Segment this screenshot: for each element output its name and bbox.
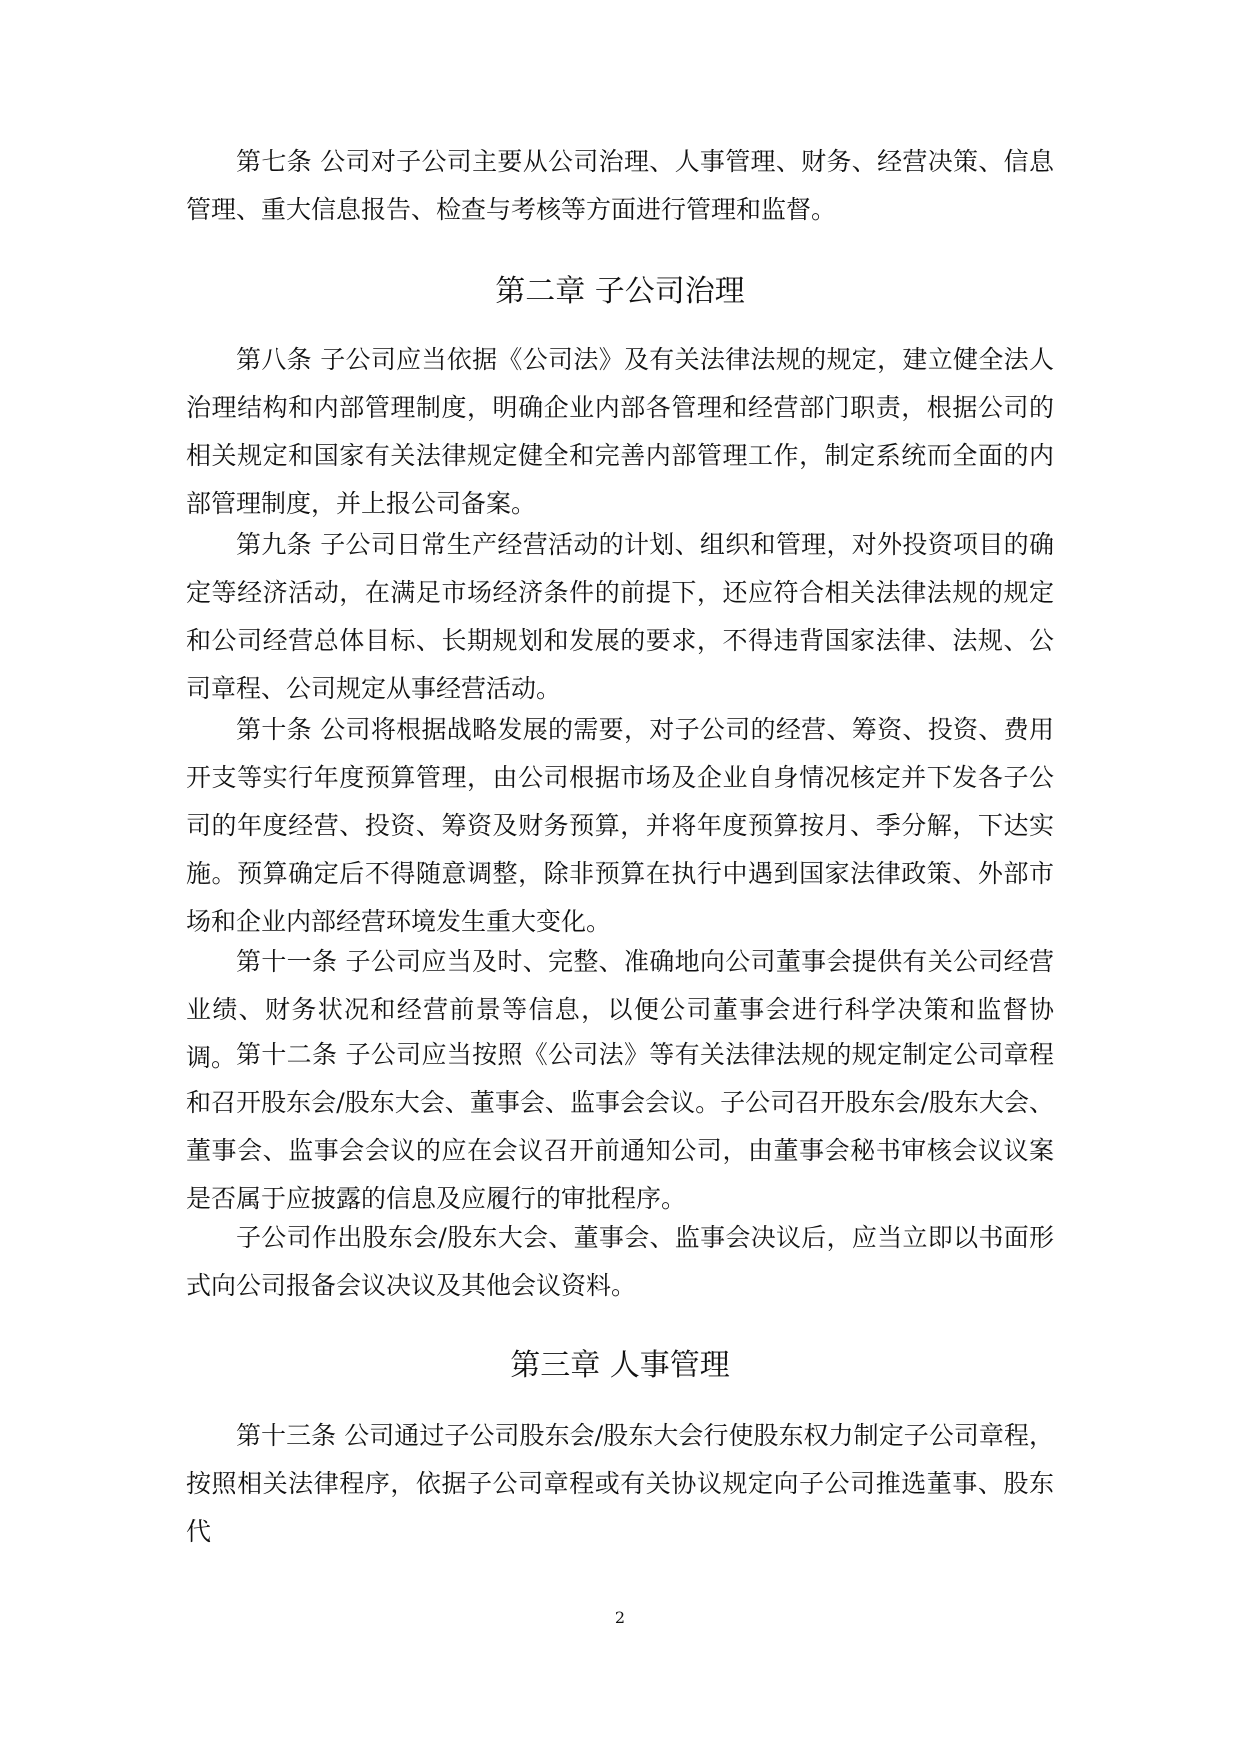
- article-9-paragraph: 第九条 子公司日常生产经营活动的计划、组织和管理，对外投资项目的确定等经济活动，在满足市场经济条件的前提下，还应符合相关法律法规的规定和公司经营总体目标、长期规划和发展的要求，不得违背国家法律、法规、公司章程、公司规定从事经营活动。: [186, 530, 1054, 703]
- article-12-paragraph: 第十二条 子公司应当按照《公司法》等有关法律法规的规定制定公司章程和召开股东会/股东大会、董事会、监事会会议。子公司召开股东会/股东大会、董事会、监事会会议的应在会议召开前通知公司，由董事会秘书审核会议议案是否属于应披露的信息及应履行的审批程序。: [186, 1040, 1054, 1213]
- chapter-3-heading: 第三章 人事管理: [510, 1348, 730, 1383]
- article-8-paragraph: 第八条 子公司应当依据《公司法》及有关法律法规的规定，建立健全法人治理结构和内部管理制度，明确企业内部各管理和经营部门职责，根据公司的相关规定和国家有关法律规定健全和完善内部管理工作，制定系统而全面的内部管理制度，并上报公司备案。: [186, 345, 1054, 518]
- chapter-2-heading: 第二章 子公司治理: [495, 274, 745, 309]
- board-resolution-paragraph: 子公司作出股东会/股东大会、董事会、监事会决议后，应当立即以书面形式向公司报备会议决议及其他会议资料。: [186, 1223, 1054, 1300]
- article-10-paragraph: 第十条 公司将根据战略发展的需要，对子公司的经营、筹资、投资、费用开支等实行年度预算管理，由公司根据市场及企业自身情况核定并下发各子公司的年度经营、投资、筹资及财务预算，并将年度预算按月、季分解，下达实施。预算确定后不得随意调整，除非预算在执行中遇到国家法律政策、外部市场和企业内部经营环境发生重大变化。: [186, 715, 1054, 936]
- article-11-paragraph: 第十一条 子公司应当及时、完整、准确地向公司董事会提供有关公司经营业绩、财务状况和经营前景等信息，以便公司董事会进行科学决策和监督协调。: [186, 947, 1054, 1072]
- article-7-paragraph: 第七条 公司对子公司主要从公司治理、人事管理、财务、经营决策、信息管理、重大信息报告、检查与考核等方面进行管理和监督。: [186, 147, 1054, 224]
- page-number: 2: [614, 1608, 626, 1627]
- article-13-paragraph: 第十三条 公司通过子公司股东会/股东大会行使股东权力制定子公司章程，按照相关法律程序，依据子公司章程或有关协议规定向子公司推选董事、股东代: [186, 1421, 1054, 1546]
